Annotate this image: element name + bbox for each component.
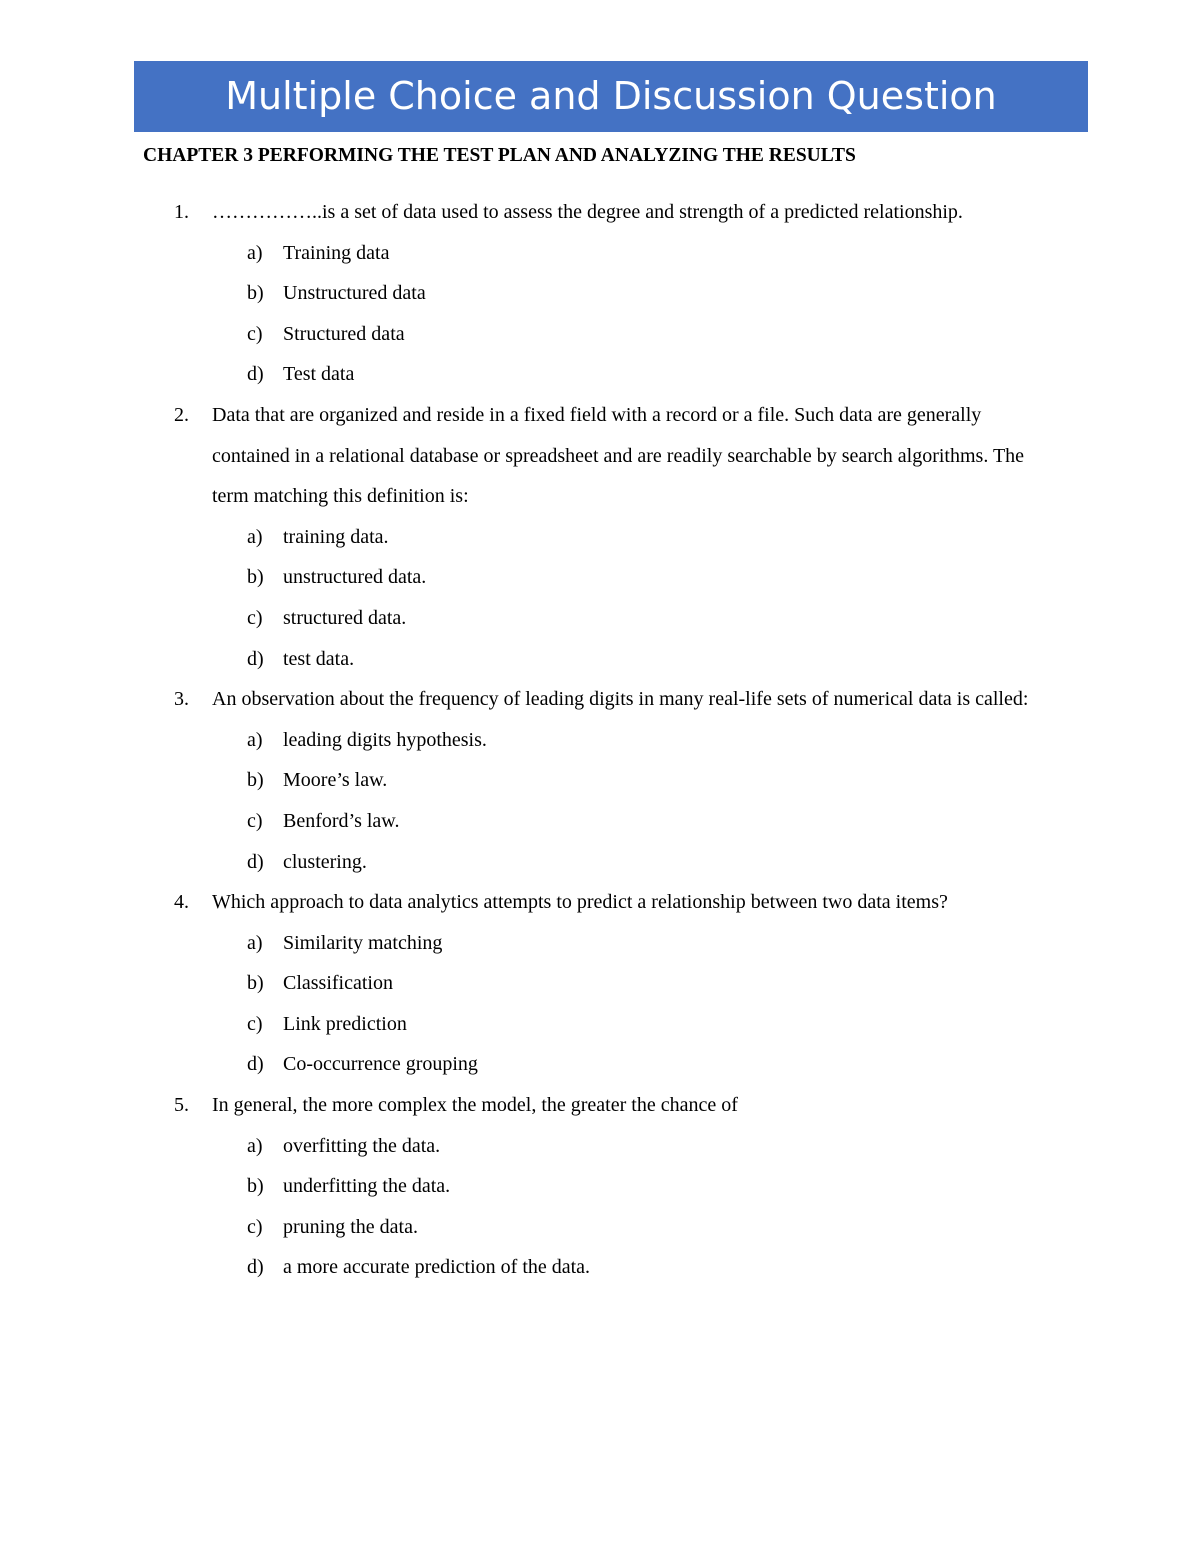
- option-letter: c): [247, 809, 263, 832]
- answer-option: [0, 639, 1200, 680]
- question-item: [0, 1085, 1200, 1288]
- option-text: Similarity matching: [283, 931, 443, 954]
- option-text: a more accurate prediction of the data.: [283, 1256, 591, 1279]
- question-number: 2.: [174, 403, 189, 426]
- question-text: An observation about the frequency of leading digits in many real-life sets of numerical data is called:: [212, 688, 1029, 711]
- option-letter: c): [247, 322, 263, 345]
- option-text: clustering.: [283, 850, 367, 873]
- option-text: test data.: [283, 647, 355, 670]
- answer-options: [0, 1126, 1200, 1288]
- option-letter: a): [247, 1134, 263, 1157]
- answer-option: [0, 720, 1200, 761]
- question-number: 5.: [174, 1094, 189, 1117]
- question-number: 4.: [174, 891, 189, 914]
- chapter-heading: CHAPTER 3 PERFORMING THE TEST PLAN AND ANALYZING THE RESULTS: [143, 145, 856, 166]
- option-letter: b): [247, 566, 264, 589]
- option-letter: d): [247, 1256, 264, 1279]
- option-text: leading digits hypothesis.: [283, 728, 487, 751]
- option-text: Benford’s law.: [283, 809, 400, 832]
- answer-option: [0, 842, 1200, 883]
- answer-option: [0, 314, 1200, 355]
- option-letter: a): [247, 931, 263, 954]
- option-text: Classification: [283, 972, 393, 995]
- option-text: structured data.: [283, 606, 407, 629]
- option-letter: c): [247, 606, 263, 629]
- answer-option: [0, 233, 1200, 274]
- answer-options: [0, 923, 1200, 1085]
- answer-option: [0, 273, 1200, 314]
- question-number: 1.: [174, 201, 189, 223]
- answer-option: [0, 923, 1200, 964]
- option-letter: c): [247, 1012, 263, 1035]
- option-letter: b): [247, 1175, 264, 1198]
- answer-option: [0, 801, 1200, 842]
- option-text: training data.: [283, 525, 389, 548]
- answer-option: [0, 760, 1200, 801]
- option-text: Training data: [283, 241, 390, 264]
- answer-option: [0, 1044, 1200, 1085]
- answer-options: [0, 517, 1200, 679]
- answer-option: [0, 517, 1200, 558]
- question-item: [0, 882, 1200, 1085]
- option-letter: a): [247, 728, 263, 751]
- question-text: Data that are organized and reside in a fixed field with a record or a file. Such data are generally contained in a relational database or spreadsheet and are readily searchable by search algorithms. The term matching this definition is:: [212, 403, 1025, 508]
- option-text: Unstructured data: [283, 282, 426, 305]
- option-letter: b): [247, 282, 264, 305]
- option-text: overfitting the data.: [283, 1134, 441, 1157]
- option-text: unstructured data.: [283, 566, 427, 589]
- answer-option: [0, 1247, 1200, 1288]
- question-item: [0, 192, 1200, 395]
- answer-options: [0, 233, 1200, 395]
- question-text: ……………..is a set of data used to assess the degree and strength of a predicted relationship.: [212, 201, 963, 223]
- answer-options: [0, 720, 1200, 882]
- answer-option: [0, 354, 1200, 395]
- option-text: Link prediction: [283, 1012, 407, 1035]
- option-letter: a): [247, 525, 263, 548]
- option-text: underfitting the data.: [283, 1175, 451, 1198]
- option-text: pruning the data.: [283, 1215, 418, 1238]
- document-title-banner: Multiple Choice and Discussion Question: [134, 61, 1088, 132]
- answer-option: [0, 1004, 1200, 1045]
- question-item: [0, 395, 1200, 679]
- answer-option: [0, 963, 1200, 1004]
- question-item: [0, 679, 1200, 882]
- option-letter: b): [247, 769, 264, 792]
- option-letter: d): [247, 1053, 264, 1076]
- option-letter: d): [247, 363, 264, 386]
- answer-option: [0, 557, 1200, 598]
- question-text: In general, the more complex the model, the greater the chance of: [212, 1094, 738, 1117]
- option-letter: d): [247, 647, 264, 670]
- option-text: Structured data: [283, 322, 405, 345]
- option-text: Test data: [283, 363, 355, 386]
- question-number: 3.: [174, 688, 189, 711]
- answer-option: [0, 1207, 1200, 1248]
- option-text: Co-occurrence grouping: [283, 1053, 478, 1076]
- option-text: Moore’s law.: [283, 769, 388, 792]
- answer-option: [0, 598, 1200, 639]
- question-text: Which approach to data analytics attempts to predict a relationship between two data items?: [212, 891, 948, 914]
- option-letter: c): [247, 1215, 263, 1238]
- option-letter: a): [247, 241, 263, 264]
- option-letter: b): [247, 972, 264, 995]
- answer-option: [0, 1126, 1200, 1167]
- question-list: [0, 192, 1200, 1288]
- answer-option: [0, 1166, 1200, 1207]
- option-letter: d): [247, 850, 264, 873]
